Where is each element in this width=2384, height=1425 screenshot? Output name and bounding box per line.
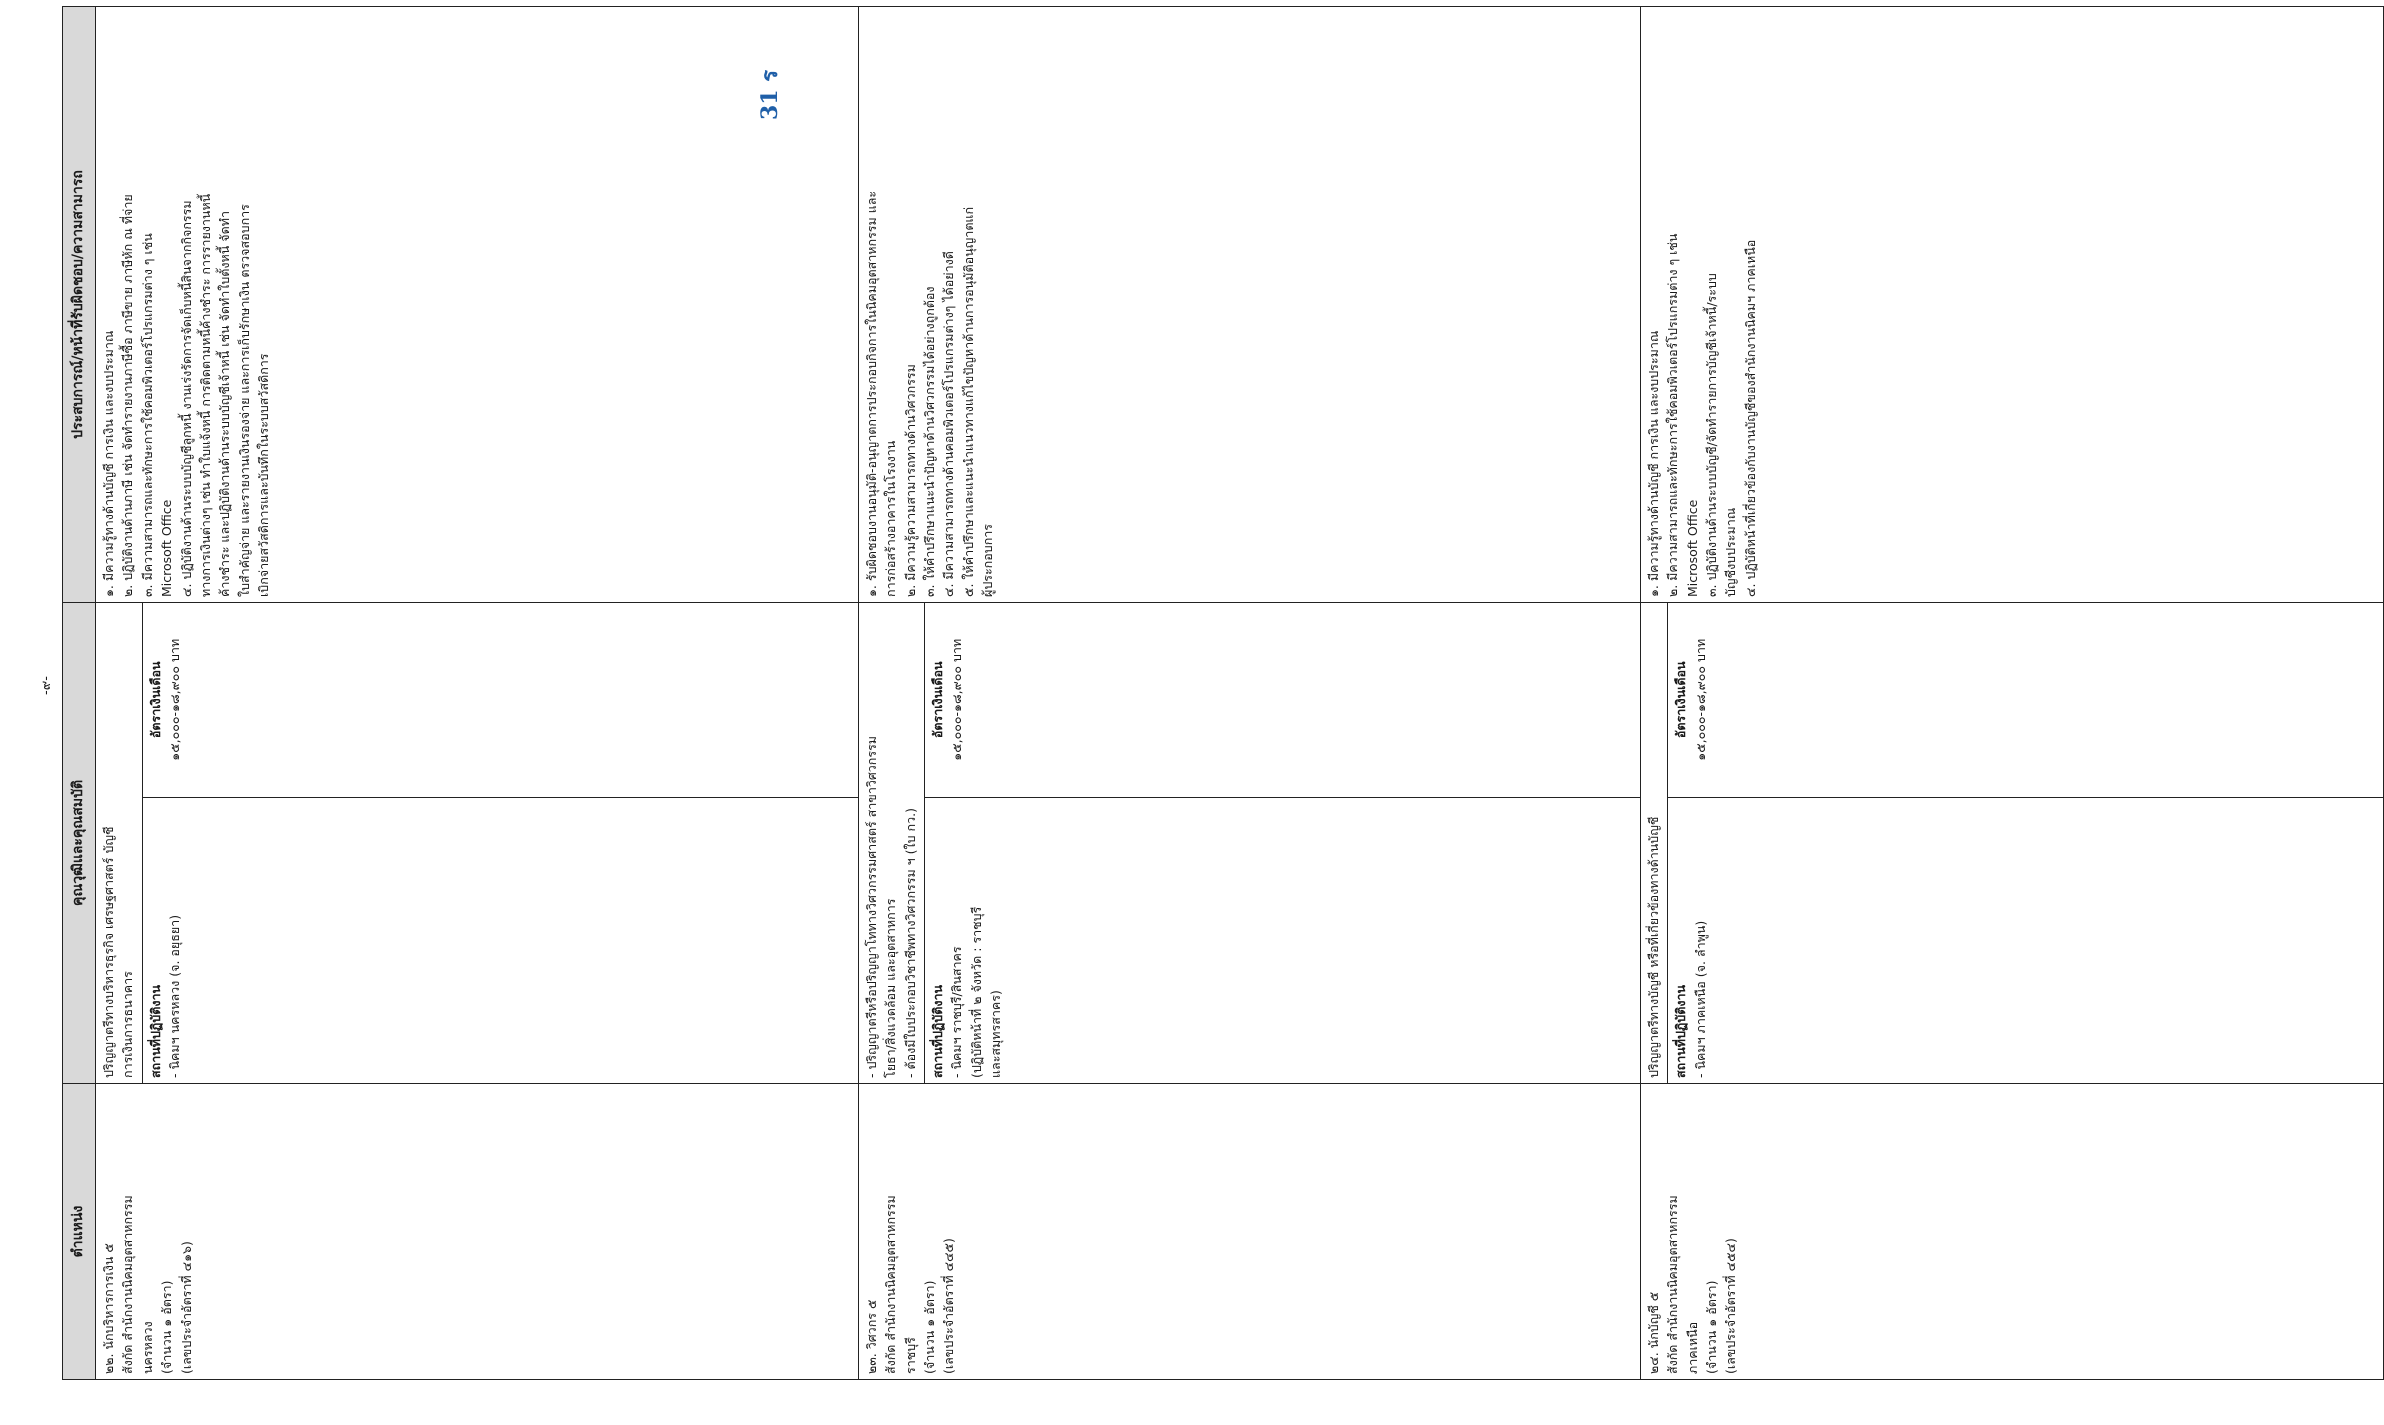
duty-line: ๔. ปฏิบัติหน้าที่เกี่ยวข้องกับงานบัญชีของสำนักงานนิคมฯ ภาคเหนือ bbox=[1742, 239, 1758, 597]
qualification-text bbox=[859, 603, 924, 1083]
handwritten-mark: 31 ร bbox=[757, 69, 783, 120]
position-line: สังกัด สำนักงานนิคมอุตสาหกรรม bbox=[120, 1195, 136, 1374]
duty-line: ๔. ปฏิบัติงานด้านระบบบัญชีลูกหนี้ งานเร่งรัดการจัดเก็บหนี้สินจากกิจกรรม bbox=[178, 200, 194, 597]
location-cell bbox=[142, 797, 858, 1083]
duty-line: ๒. มีความรู้ความสามารถทางด้านวิศวกรรม bbox=[902, 364, 918, 597]
duty-line: ๑. มีความรู้ทางด้านบัญชี การเงิน และงบประมาณ bbox=[101, 330, 116, 597]
duty-line: ๓. ให้คำปรึกษาแนะนำปัญหาด้านวิศวกรรมได้อย่างถูกต้อง bbox=[921, 286, 937, 597]
location-line: - นิคมฯ ภาคเหนือ (จ. ลำพูน) bbox=[1692, 920, 1708, 1078]
header-qualification: คุณวุฒิและคุณสมบัติ bbox=[63, 603, 96, 1084]
qualification-line: การเงินการธนาคาร bbox=[120, 971, 136, 1078]
salary-label: อัตราเงินเดือน bbox=[1673, 661, 1689, 739]
duties-cell bbox=[96, 7, 859, 603]
duty-line: ๓. มีความสามารถและทักษะการใช้คอมพิวเตอร์โปรแกรมต่าง ๆ เช่น bbox=[139, 233, 155, 597]
position-line: ๒๔. นักบัญชี ๕ bbox=[1645, 1291, 1661, 1374]
location-cell bbox=[924, 797, 1640, 1083]
position-line: ๒๒. นักบริหารการเงิน ๕ bbox=[101, 1243, 116, 1374]
job-positions-table bbox=[62, 6, 2384, 1380]
duty-line: Microsoft Office bbox=[1684, 499, 1700, 597]
salary-value: ๑๕,๐๐๐-๑๘,๙๐๐ บาท bbox=[1692, 638, 1708, 761]
position-line: นครหลวง bbox=[139, 1321, 155, 1374]
duty-line: เบิกจ่ายสวัสดิการและบันทึกในระบบสวัสดิการ bbox=[256, 353, 271, 597]
position-cell bbox=[96, 1084, 859, 1380]
location-cell bbox=[1668, 797, 2384, 1083]
location-salary-table bbox=[142, 603, 858, 1083]
qualification-cell bbox=[858, 603, 1640, 1084]
duty-line: ๔. มีความสามารถทางด้านคอมพิวเตอร์โปรแกรมต่างๆ ได้อย่างดี bbox=[941, 251, 957, 597]
qualification-text bbox=[1641, 603, 1667, 1083]
position-line: (เลขประจำอัตราที่ ๔๕๔) bbox=[1723, 1238, 1739, 1374]
salary-label: อัตราเงินเดือน bbox=[929, 661, 945, 739]
position-line: สังกัด สำนักงานนิคมอุตสาหกรรม bbox=[883, 1195, 899, 1374]
location-salary-table bbox=[1667, 603, 2383, 1083]
qualification-line: - ต้องมีใบประกอบวิชาชีพทางวิศวกรรม ฯ (ใบ กว.) bbox=[902, 808, 918, 1078]
table-row bbox=[96, 7, 859, 1380]
header-position: ตำแหน่ง bbox=[63, 1084, 96, 1380]
duty-line: ทางการเงินต่างๆ เช่น ทำใบแจ้งหนี้ การติดตามหนี้ค้างชำระ การรายงานหนี้ bbox=[197, 193, 213, 597]
location-salary-table bbox=[924, 603, 1640, 1083]
salary-value: ๑๕,๐๐๐-๑๘,๙๐๐ บาท bbox=[167, 638, 183, 761]
position-cell bbox=[858, 1084, 1640, 1380]
duty-line: ๓. ปฏิบัติงานด้านระบบบัญชี/จัดทำรายการบัญชีเจ้าหนี้/ระบบ bbox=[1704, 273, 1719, 597]
qualification-line: โยธา/สิ่งแวดล้อม และอุตสาหการ bbox=[883, 898, 899, 1078]
position-line: ๒๓. วิศวกร ๕ bbox=[863, 1299, 879, 1374]
page-number: -๙- bbox=[39, 676, 54, 695]
duty-line: ค้างชำระ และปฏิบัติงานด้านระบบบัญชีเจ้าหนี้ เช่น จัดทำใบตั้งหนี้ จัดทำ bbox=[217, 211, 233, 597]
table-row bbox=[858, 7, 1640, 1380]
qualification-cell bbox=[1640, 603, 2383, 1084]
location-line: - นิคมฯ ราชบุรี/สินสาคร bbox=[949, 946, 965, 1078]
duty-line: บัญชีงบประมาณ bbox=[1723, 507, 1739, 597]
position-line: (จำนวน ๑ อัตรา) bbox=[159, 1280, 175, 1374]
duties-cell bbox=[1640, 7, 2383, 603]
position-line: (เลขประจำอัตราที่ ๔๑๖) bbox=[178, 1241, 194, 1374]
qualification-cell bbox=[96, 603, 859, 1084]
table-header-row bbox=[63, 7, 96, 1380]
duty-line: ใบสำคัญจ่าย และรายงานเงินรองจ่าย และการเก็บรักษาเงิน ตรวจสอบการ bbox=[236, 204, 252, 597]
location-line: (ปฏิบัติหน้าที่ ๒ จังหวัด : ราชบุรี bbox=[968, 906, 984, 1078]
table-row bbox=[1640, 7, 2383, 1380]
qualification-text bbox=[96, 603, 142, 1083]
location-line: - นิคมฯ นครหลวง (จ. อยุธยา) bbox=[167, 914, 183, 1078]
duty-line: Microsoft Office bbox=[159, 499, 175, 597]
duty-line: การก่อสร้างอาคารในโรงงาน bbox=[883, 440, 899, 597]
duties-cell bbox=[858, 7, 1640, 603]
rotated-table-wrapper bbox=[62, 40, 1758, 1380]
duty-line: ๑. รับผิดชอบงานอนุมัติ-อนุญาตการประกอบกิจการในนิคมอุตสาหกรรม และ bbox=[863, 190, 879, 597]
location-label: สถานที่ปฏิบัติงาน bbox=[147, 984, 163, 1078]
location-line: และสมุทรสาคร) bbox=[988, 990, 1003, 1078]
position-line: (จำนวน ๑ อัตรา) bbox=[921, 1280, 937, 1374]
duty-line: ผู้ประกอบการ bbox=[980, 524, 995, 597]
position-line: (เลขประจำอัตราที่ ๔๔๕) bbox=[941, 1238, 957, 1374]
position-line: สังกัด สำนักงานนิคมอุตสาหกรรม bbox=[1665, 1195, 1681, 1374]
qualification-line: ปริญญาตรีทางบัญชี หรือที่เกี่ยวข้องทางด้านบัญชี bbox=[1645, 816, 1661, 1078]
position-cell bbox=[1640, 1084, 2383, 1380]
duty-line: ๕. ให้คำปรึกษาและแนะนำแนวทางแก้ไขปัญหาด้านการอนุมัติอนุญาตแก่ bbox=[960, 206, 976, 597]
salary-label: อัตราเงินเดือน bbox=[147, 661, 163, 739]
salary-value: ๑๕,๐๐๐-๑๘,๙๐๐ บาท bbox=[949, 638, 965, 761]
position-line: ราชบุรี bbox=[902, 1337, 918, 1374]
location-label: สถานที่ปฏิบัติงาน bbox=[929, 984, 945, 1078]
salary-cell bbox=[924, 603, 1640, 797]
salary-cell bbox=[1668, 603, 2384, 797]
location-label: สถานที่ปฏิบัติงาน bbox=[1673, 984, 1689, 1078]
qualification-line: ปริญญาตรีทางบริหารธุรกิจ เศรษฐศาสตร์ บัญชี bbox=[101, 826, 116, 1078]
duty-line: ๒. มีความสามารถและทักษะการใช้คอมพิวเตอร์โปรแกรมต่าง ๆ เช่น bbox=[1665, 233, 1681, 597]
header-duties: ประสบการณ์/หน้าที่รับผิดชอบ/ความสามารถ bbox=[63, 7, 96, 603]
duty-line: ๑. มีความรู้ทางด้านบัญชี การเงิน และงบประมาณ bbox=[1645, 330, 1661, 597]
salary-cell bbox=[142, 603, 858, 797]
qualification-line: - ปริญญาตรีหรือปริญญาโททางวิศวกรรมศาสตร์ สาขาวิศวกรรม bbox=[863, 735, 879, 1078]
position-line: ภาคเหนือ bbox=[1684, 1321, 1700, 1374]
position-line: (จำนวน ๑ อัตรา) bbox=[1704, 1280, 1719, 1374]
duty-line: ๒. ปฏิบัติงานด้านภาษี เช่น จัดทำรายงานภาษีซื้อ ภาษีขาย ภาษีหัก ณ ที่จ่าย bbox=[120, 194, 136, 597]
